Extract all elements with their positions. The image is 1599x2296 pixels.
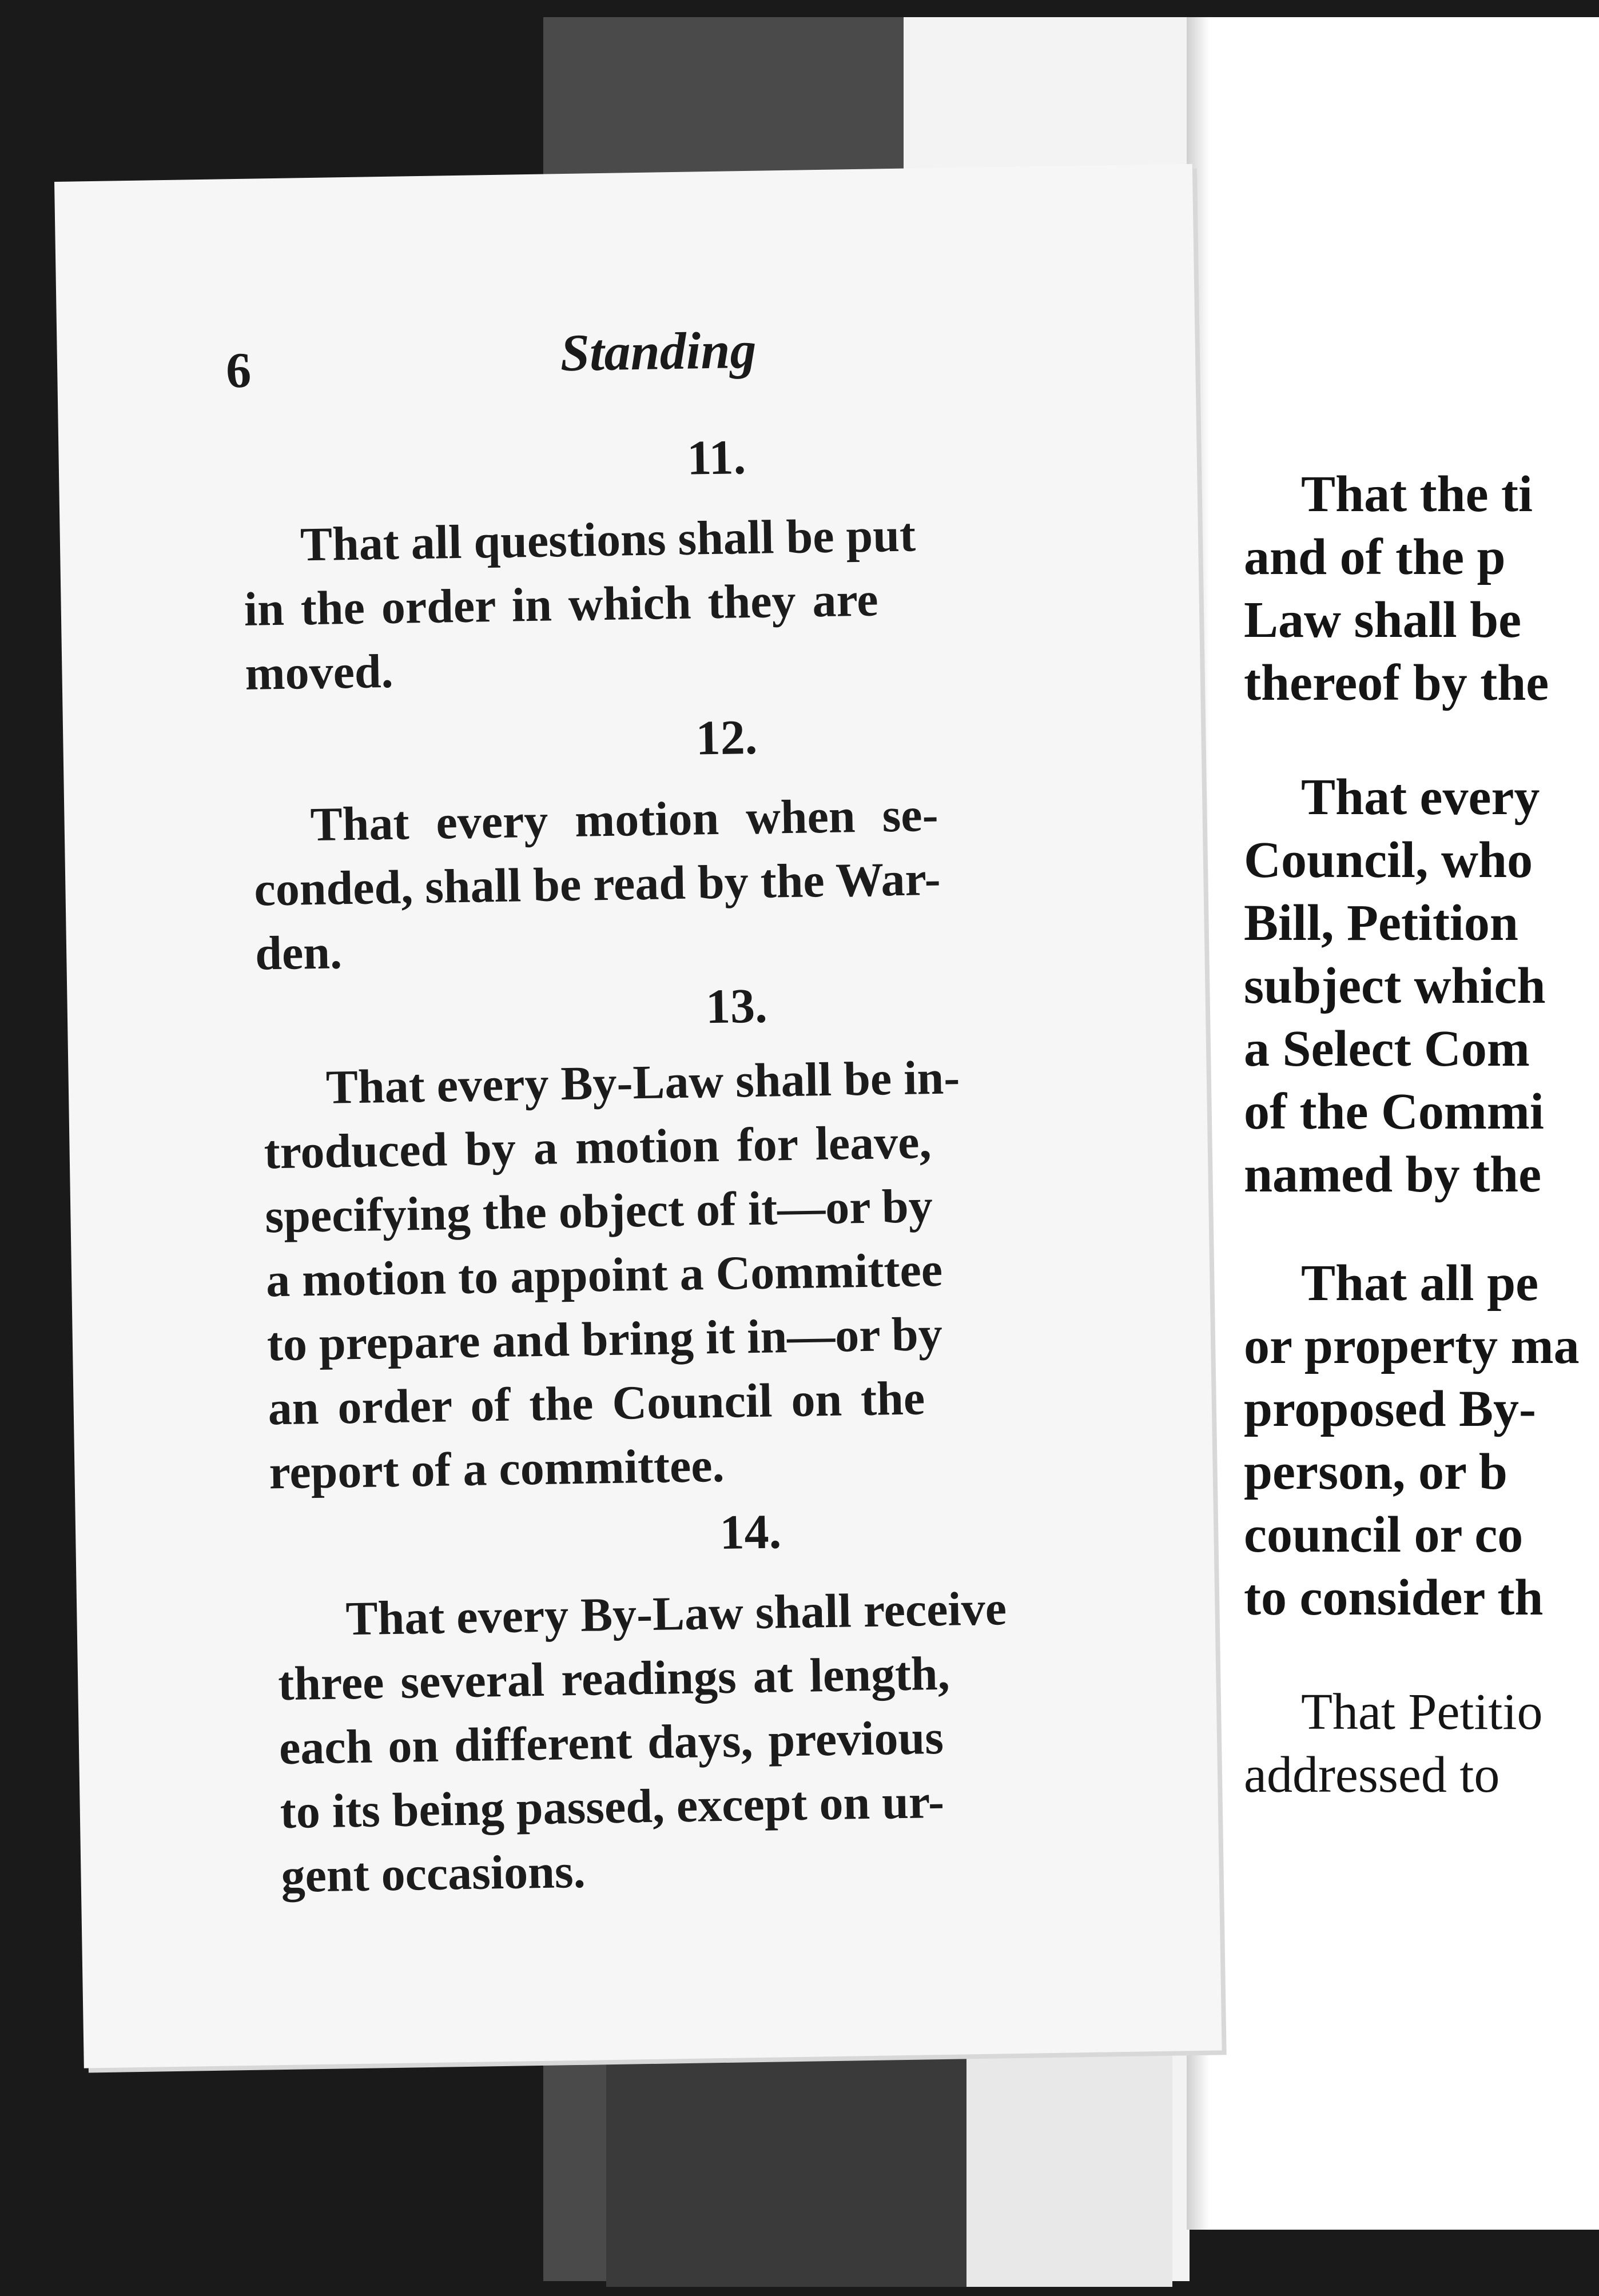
right-line-11: named by the (1244, 1146, 1542, 1203)
right-facing-page (1187, 17, 1599, 2230)
right-line-16: council or co (1244, 1506, 1524, 1563)
right-line-2: and of the p (1244, 529, 1506, 585)
rule-11-line-3: moved. (244, 644, 394, 700)
rule-13-line-2: troduced by a motion for leave, (263, 1115, 932, 1179)
rule-13-line-3: specifying the object of it—or by (264, 1179, 933, 1243)
right-line-9: a Select Com (1244, 1021, 1530, 1077)
right-line-6: Council, who (1244, 832, 1533, 888)
right-line-14: proposed By- (1244, 1381, 1536, 1437)
rule-12-line-2: conded, shall be read by the War- (253, 852, 941, 916)
rule-13-line-1: That every By-Law shall be in- (325, 1051, 960, 1114)
page-edge-bottom (966, 2035, 1172, 2287)
rule-14-line-5: gent occasions. (280, 1844, 586, 1903)
rule-13-line-4: a motion to appoint a Committee (265, 1243, 943, 1308)
rule-14-line-2: three several readings at length, (277, 1647, 950, 1711)
running-head: Standing (560, 320, 757, 382)
rule-number-13: 13. (705, 978, 768, 1034)
right-line-4: thereof by the (1244, 655, 1549, 711)
rule-13-line-7: report of a committee. (268, 1438, 725, 1500)
right-line-15: person, or b (1244, 1444, 1507, 1500)
rule-number-12: 12. (695, 709, 758, 766)
rule-14-line-4: to its being passed, except on ur- (280, 1775, 945, 1839)
rule-13-line-6: an order of the Council on the (268, 1372, 925, 1436)
rule-11-line-1: That all questions shall be put (300, 508, 916, 572)
right-line-13: or property ma (1244, 1318, 1580, 1374)
right-line-8: subject which (1244, 958, 1546, 1014)
rule-14-line-1: That every By-Law shall receive (345, 1582, 1007, 1646)
right-line-3: Law shall be (1244, 592, 1522, 648)
right-line-19: addressed to (1244, 1747, 1500, 1803)
rule-13-line-5: to prepare and bring it in—or by (266, 1307, 943, 1372)
right-line-7: Bill, Petition (1244, 895, 1518, 951)
rule-12-line-1: That every motion when se- (309, 788, 939, 852)
right-line-1: That the ti (1301, 466, 1533, 523)
scan-background-bottom (606, 2035, 972, 2287)
page-number: 6 (225, 342, 252, 399)
rule-number-11: 11. (686, 429, 746, 485)
rule-11-line-2: in the order in which they are (244, 573, 879, 636)
rule-14-line-3: each on different days, previous (279, 1711, 944, 1775)
right-line-5: That every (1301, 769, 1540, 826)
right-line-10: of the Commi (1244, 1083, 1544, 1140)
right-line-18: That Petitio (1301, 1684, 1543, 1740)
right-line-17: to consider th (1244, 1569, 1544, 1626)
left-page (54, 164, 1222, 2068)
rule-12-line-3: den. (254, 926, 343, 980)
right-line-12: That all pe (1301, 1255, 1539, 1312)
rule-number-14: 14. (719, 1504, 782, 1560)
